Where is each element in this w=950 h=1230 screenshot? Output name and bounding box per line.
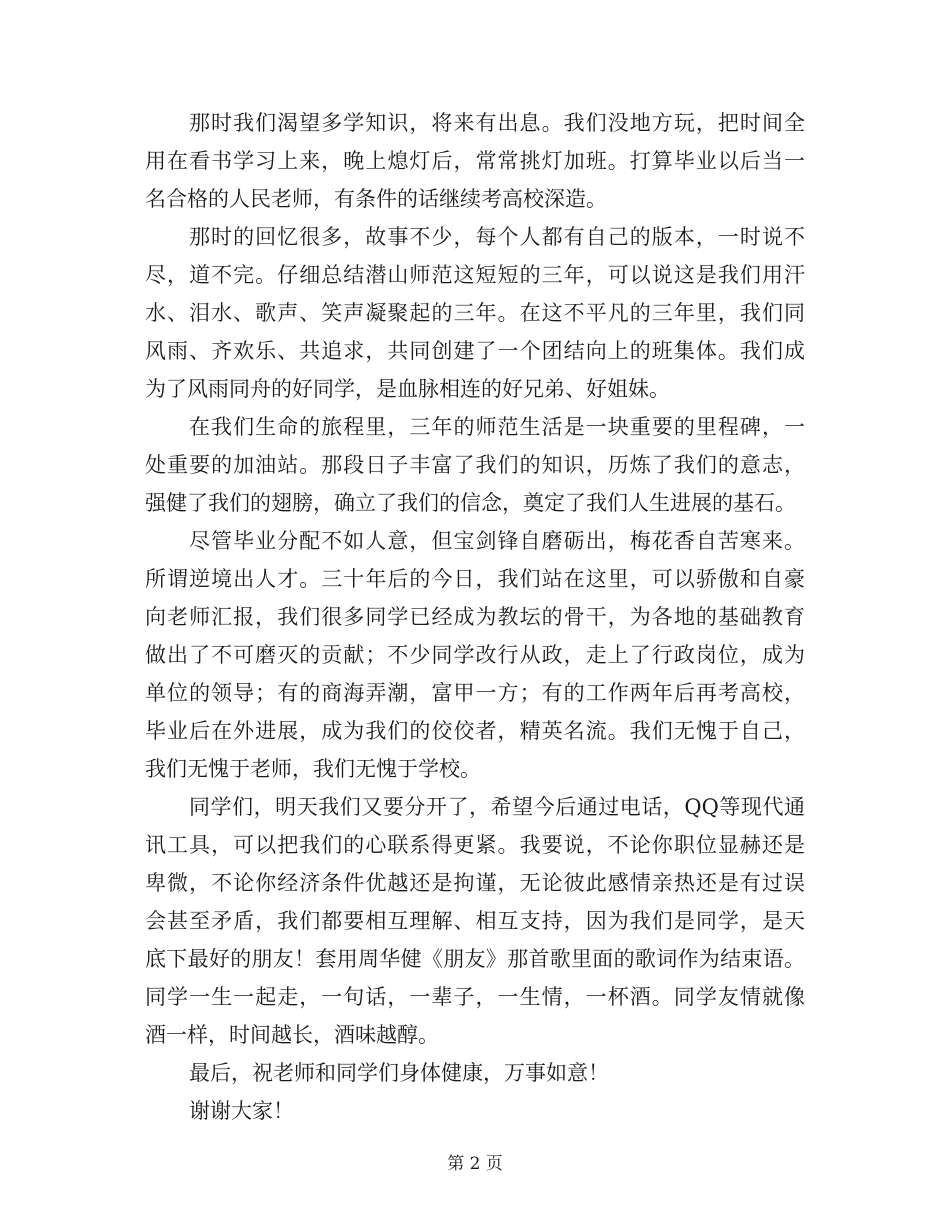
text-line: 讯工具，可以把我们的心联系得更紧。我要说，不论你职位显赫还是 xyxy=(145,833,805,857)
text-line: 所谓逆境出人才。三十年后的今日，我们站在这里，可以骄傲和自豪 xyxy=(145,567,805,591)
text-line: 卑微，不论你经济条件优越还是拘谨，无论彼此感情亲热还是有过误 xyxy=(145,871,805,895)
text-line: 在我们生命的旅程里，三年的师范生活是一块重要的里程碑，一 xyxy=(189,415,805,439)
text-line: 处重要的加油站。那段日子丰富了我们的知识，历炼了我们的意志， xyxy=(145,453,805,477)
text-line: 向老师汇报，我们很多同学已经成为教坛的骨干，为各地的基础教育 xyxy=(145,605,805,629)
text-line: 同学一生一起走，一句话，一辈子，一生情，一杯酒。同学友情就像 xyxy=(145,985,805,1009)
text-line: 我们无愧于老师，我们无愧于学校。 xyxy=(145,757,481,781)
text-line: 尽，道不完。仔细总结潜山师范这短短的三年，可以说这是我们用汗 xyxy=(145,263,805,287)
page-number: 第 2 页 xyxy=(447,1154,503,1174)
text-line: 尽管毕业分配不如人意，但宝剑锋自磨砺出，梅花香自苦寒来。 xyxy=(189,529,805,553)
text-line: 同学们，明天我们又要分开了，希望今后通过电话，QQ等现代通 xyxy=(189,795,805,819)
text-line: 底下最好的朋友！套用周华健《朋友》那首歌里面的歌词作为结束语。 xyxy=(145,947,805,971)
text-line: 毕业后在外进展，成为我们的佼佼者，精英名流。我们无愧于自己， xyxy=(145,719,805,743)
text-line: 会甚至矛盾，我们都要相互理解、相互支持，因为我们是同学，是天 xyxy=(145,909,805,933)
document-body xyxy=(145,104,805,1130)
text-line: 做出了不可磨灭的贡献；不少同学改行从政，走上了行政岗位，成为 xyxy=(145,643,805,667)
text-line: 酒一样，时间越长，酒味越醇。 xyxy=(145,1023,439,1047)
text-line: 名合格的人民老师，有条件的话继续考高校深造。 xyxy=(145,187,607,211)
text-line: 用在看书学习上来，晚上熄灯后，常常挑灯加班。打算毕业以后当一 xyxy=(145,149,805,173)
text-line: 谢谢大家！ xyxy=(189,1099,294,1123)
text-line: 为了风雨同舟的好同学，是血脉相连的好兄弟、好姐妹。 xyxy=(145,377,670,401)
text-line: 那时的回忆很多，故事不少，每个人都有自己的版本，一时说不 xyxy=(189,225,805,249)
text-line: 水、泪水、歌声、笑声凝聚起的三年。在这不平凡的三年里，我们同 xyxy=(145,301,805,325)
text-line: 单位的领导；有的商海弄潮，富甲一方；有的工作两年后再考高校， xyxy=(145,681,805,705)
text-line: 那时我们渴望多学知识，将来有出息。我们没地方玩，把时间全 xyxy=(189,111,805,135)
text-line: 风雨、齐欢乐、共追求，共同创建了一个团结向上的班集体。我们成 xyxy=(145,339,805,363)
text-line: 强健了我们的翅膀，确立了我们的信念，奠定了我们人生进展的基石。 xyxy=(145,491,796,515)
text-line: 最后，祝老师和同学们身体健康，万事如意！ xyxy=(189,1061,609,1085)
